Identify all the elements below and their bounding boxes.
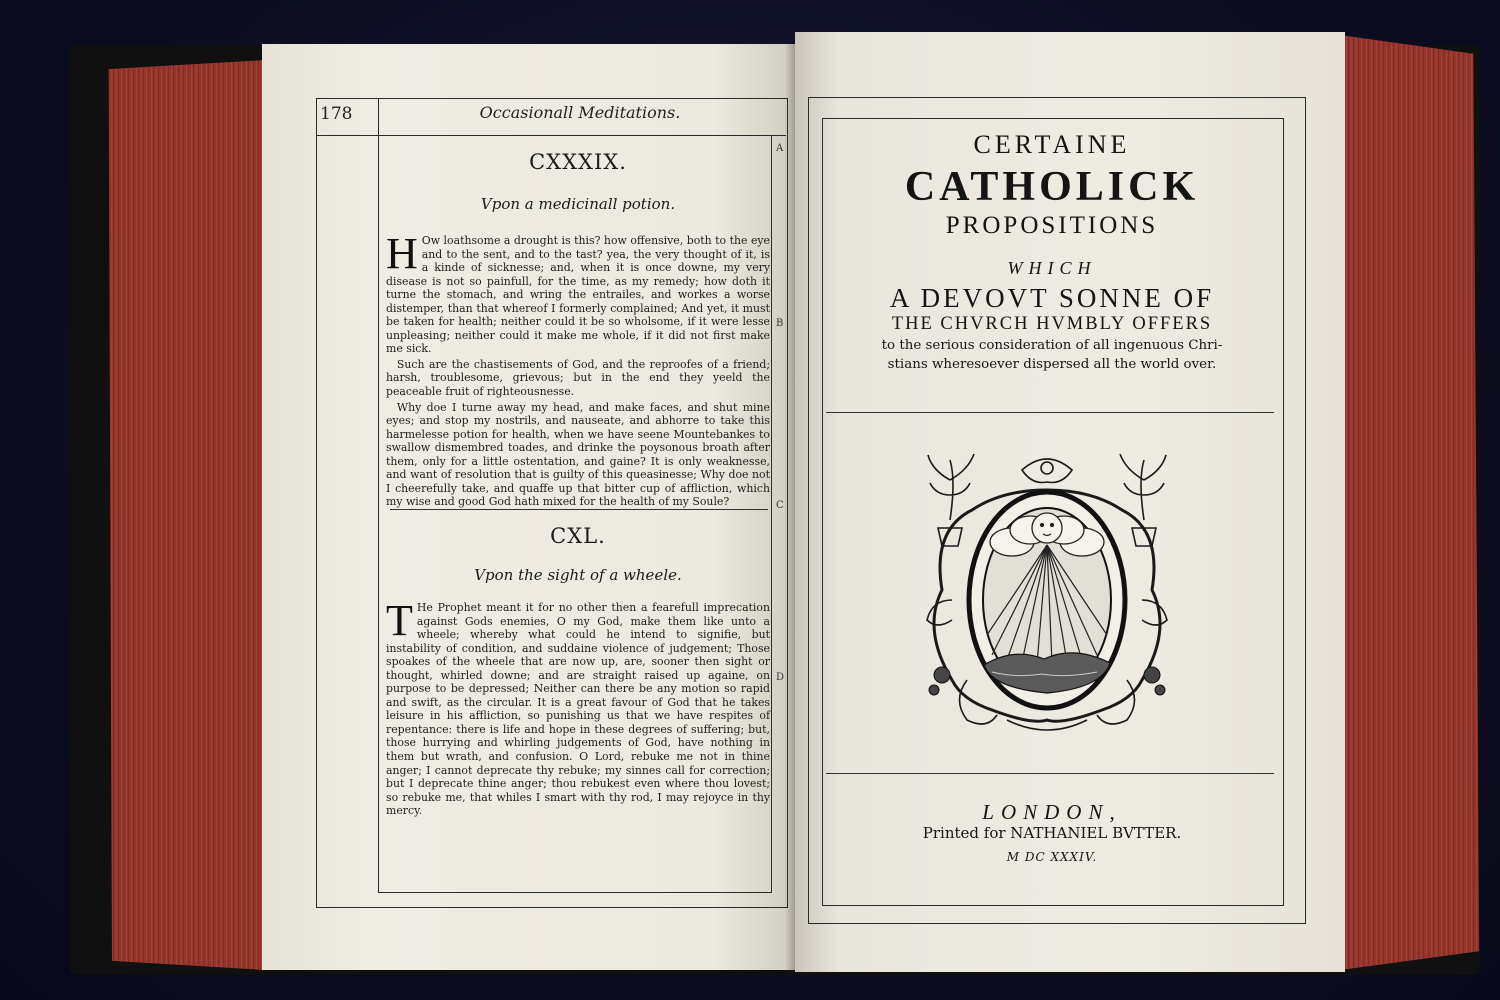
printer-device-icon xyxy=(912,450,1182,740)
imprint-date: M DC XXXIV. xyxy=(1006,850,1098,864)
title-line-devout-sonne: A DEVOVT SONNE OF xyxy=(889,283,1215,313)
title-rule-lower xyxy=(826,773,1274,774)
section-numeral-cxl: CXL. xyxy=(550,524,606,548)
title-line-propositions: PROPOSITIONS xyxy=(945,212,1159,239)
title-line-catholick: CATHOLICK xyxy=(904,164,1200,210)
paragraph-potion-2: Such are the chastisements of God, and the reproofes of a friend; harsh, troublesome, grievous; but in the end they yeeld the peaceable fruit of righteousnesse. xyxy=(386,357,770,399)
paragraph-wheele-1: He Prophet meant it for no other then a fearefull imprecation against Gods enemies, O my God, make them like unto a wheele; whereby what could he intend to signifie, but instability of condition, and suddaine violence of judgement; Those spoakes of the wheele that are now up, are, sooner then sight or thought, whirled downe; and are straight raised up againe, on purpose to be depressed; Neither can there be any motion so rapid and swift, as the circular. It is a great favour of God that he takes leisure in his affliction, so punishing us that we have respites of repentance: there is life and hope in these degrees of suffering; but, those hurrying and whirling judgements of God, have nothing in them but wrath, and confusion. O Lord, rebuke me not in thine anger; I cannot deprecate thy rebuke; my sinnes call for correction; but I deprecate thine anger; thou rebukest even where thou lovest; so rebuke me, that whiles I smart with thy rod, I may rejoyce in thy mercy. xyxy=(386,601,770,818)
title-line-serious: to the serious consideration of all ingenuous Chri- xyxy=(881,338,1223,353)
margin-letter-b: B xyxy=(776,318,784,329)
title-line-church: THE CHVRCH HVMBLY OFFERS xyxy=(891,314,1213,334)
section-body-cxxxix xyxy=(386,229,770,511)
title-line-certaine: CERTAINE xyxy=(973,130,1131,159)
dropcap-t: T xyxy=(386,596,413,645)
page-number-separator xyxy=(378,98,379,135)
paragraph-potion-3: Why doe I turne away my head, and make faces, and shut mine eyes; and stop my nostrils, and nauseate, and abhorre to take this harmelesse potion for health, when we have seene Mountebankes to swallow dismembred toades, and drinke the poysonous broath after them, only for a little ostentation, and gaine? It is only weaknesse, and want of resolution that is guilty of this queasinesse; Why doe not I cheerefully take, and quaffe up that bitter cup of affliction, which my wise and good God hath mixed for the health of my Soule? xyxy=(386,400,770,509)
title-line-which: WHICH xyxy=(1007,258,1097,278)
imprint-printer: Printed for NATHANIEL BVTTER. xyxy=(922,824,1182,842)
page-edge-left xyxy=(95,60,265,970)
running-head: Occasionall Meditations. xyxy=(479,103,681,122)
dropcap-h: H xyxy=(386,229,418,278)
title-rule-upper xyxy=(826,412,1274,413)
page-number: 178 xyxy=(320,104,353,124)
section-title-sight-of-wheele: Vpon the sight of a wheele. xyxy=(474,566,682,584)
margin-letter-d: D xyxy=(776,672,785,683)
paragraph-potion-1: Ow loathsome a drought is this? how offensive, both to the eye and to the sent, and to the tast? yea, the very thought of it, is a kinde of sicknesse; and, when it is once downe, my very disease is not so painfull, for the time, as my remedy; how doth it turne the stomach, and wring the entrailes, and workes a worse distemper, than that whereof I formerly complained; And yet, it must be taken for health; neither could it be so wholsome, if it were lesse unpleasing; neither could it make me whole, if it did not first make me sick. xyxy=(386,234,770,356)
page-edge-right xyxy=(1340,35,1485,970)
imprint-city: LONDON, xyxy=(982,800,1122,824)
section-divider xyxy=(390,509,768,510)
section-body-cxl xyxy=(386,596,770,820)
title-line-stians: stians wheresoever dispersed all the world over. xyxy=(887,357,1217,372)
section-numeral-cxxxix: CXXXIX. xyxy=(529,150,627,174)
margin-letter-c: C xyxy=(776,500,784,511)
margin-letter-a: A xyxy=(776,143,784,154)
section-title-medicinall-potion: Vpon a medicinall potion. xyxy=(480,195,676,213)
